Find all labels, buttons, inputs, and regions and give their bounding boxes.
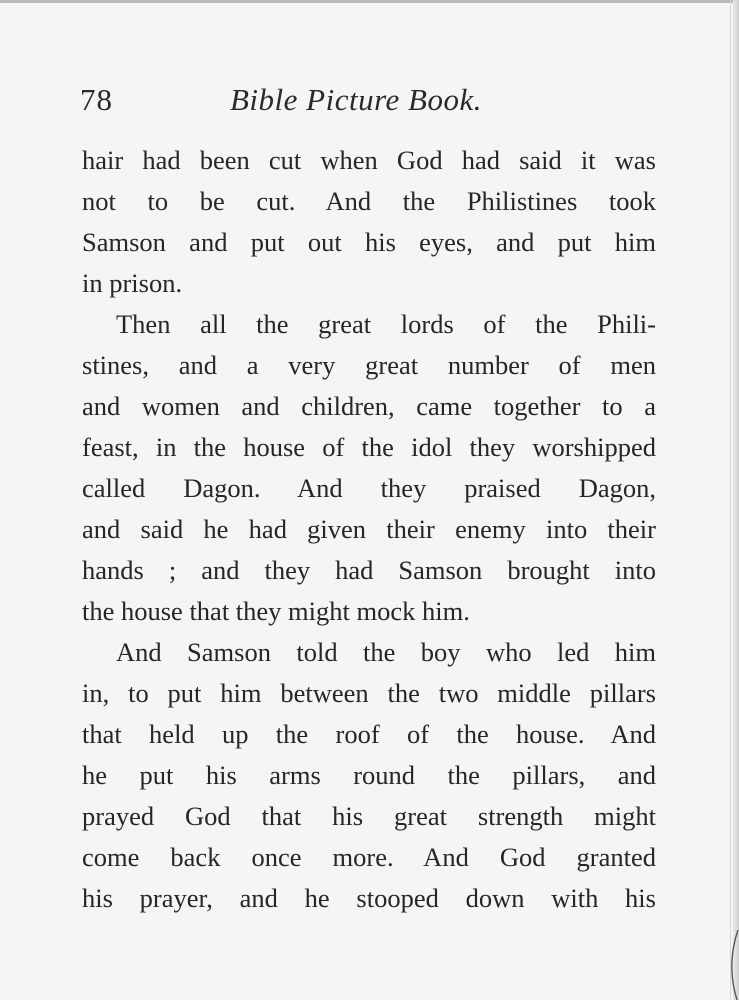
page-fold-line [730, 0, 731, 1000]
text-line: that held up the roof of the house. And [82, 719, 656, 749]
running-title: Bible Picture Book. [230, 82, 482, 117]
text-line: in prison. [82, 268, 183, 298]
text-line: and said he had given their enemy into their [82, 514, 656, 544]
page-header [80, 78, 660, 128]
text-line: hair had been cut when God had said it was [82, 145, 656, 175]
text-line: the house that they might mock him. [82, 596, 470, 626]
text-line: and women and children, came together to a [82, 391, 656, 421]
body-text [82, 140, 656, 919]
text-line: hands ; and they had Samson brought into [82, 555, 656, 585]
text-line: feast, in the house of the idol they worshipped [82, 432, 656, 462]
text-line: prayed God that his great strength might [82, 801, 656, 831]
page-right-edge [733, 0, 739, 1000]
text-line: in, to put him between the two middle pillars [82, 678, 656, 708]
page-number: 78 [80, 82, 113, 117]
page-curl-mark [725, 930, 739, 1000]
page-top-edge [0, 0, 739, 3]
text-line: Samson and put out his eyes, and put him [82, 227, 656, 257]
text-line: come back once more. And God granted [82, 842, 656, 872]
text-line: Then all the great lords of the Phili- [116, 309, 656, 339]
text-line: he put his arms round the pillars, and [82, 760, 656, 790]
text-line: not to be cut. And the Philistines took [82, 186, 656, 216]
text-line: called Dagon. And they praised Dagon, [82, 473, 656, 503]
text-line: stines, and a very great number of men [82, 350, 656, 380]
text-line: And Samson told the boy who led him [116, 637, 656, 667]
text-line: his prayer, and he stooped down with his [82, 883, 656, 913]
